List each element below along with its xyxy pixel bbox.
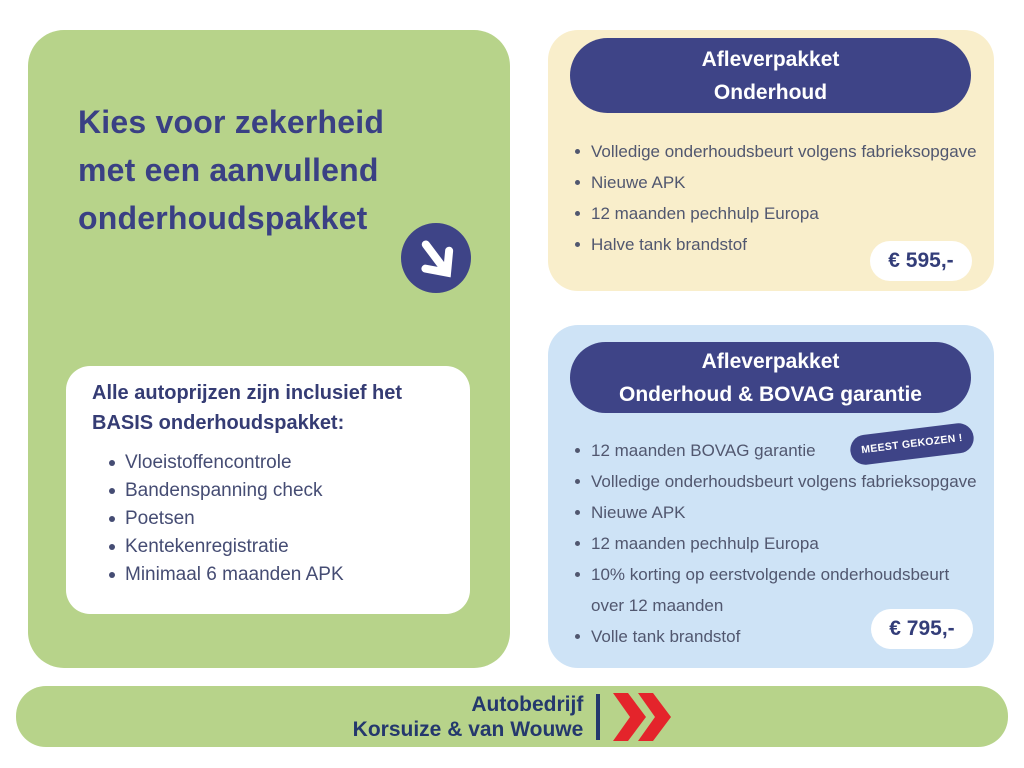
- page-title-line: met een aanvullend: [78, 152, 379, 188]
- package-card-bovag: [548, 325, 994, 668]
- price-badge: € 795,-: [871, 609, 973, 649]
- list-item: Volledige onderhoudsbeurt volgens fabrieksopgave: [575, 136, 982, 167]
- page-title: [78, 98, 384, 242]
- list-item: 12 maanden BOVAG garantie: [575, 435, 982, 466]
- package-title-line: Afleverpakket: [701, 47, 840, 71]
- basis-item-list: [92, 449, 446, 589]
- list-item: Halve tank brandstof: [575, 229, 982, 260]
- logo-divider: [596, 694, 600, 740]
- most-chosen-badge: MEEST GEKOZEN !: [849, 422, 976, 467]
- list-item: Nieuwe APK: [575, 497, 982, 528]
- list-item: Bandenspanning check: [125, 477, 446, 505]
- list-item: Nieuwe APK: [575, 167, 982, 198]
- page-title-line: onderhoudspakket: [78, 200, 368, 236]
- page-title-line: Kies voor zekerheid: [78, 104, 385, 140]
- list-item: Poetsen: [125, 505, 446, 533]
- package-title-line: Afleverpakket: [701, 349, 840, 373]
- basis-package-card: [66, 366, 470, 614]
- package-title-line: Onderhoud: [713, 80, 828, 104]
- double-chevron-icon: [613, 693, 671, 741]
- hero-panel: [28, 30, 510, 668]
- list-item: Volledige onderhoudsbeurt volgens fabrieksopgave: [575, 466, 982, 497]
- package-title-line: Onderhoud & BOVAG garantie: [619, 382, 922, 406]
- price-badge: € 595,-: [870, 241, 972, 281]
- footer-bar: [16, 686, 1008, 747]
- company-name-line: Autobedrijf: [471, 692, 584, 716]
- list-item: Kentekenregistratie: [125, 533, 446, 561]
- list-item: Minimaal 6 maanden APK: [125, 561, 446, 589]
- package-title-bovag: [570, 342, 971, 413]
- package-card-onderhoud: [548, 30, 994, 291]
- company-name-line: Korsuize & van Wouwe: [352, 717, 584, 741]
- list-item: 12 maanden pechhulp Europa: [575, 198, 982, 229]
- basis-card-heading: [92, 378, 446, 438]
- list-item: Volle tank brandstof: [575, 621, 982, 652]
- basis-heading-line: BASIS onderhoudspakket:: [92, 412, 345, 434]
- arrow-down-right-icon: [401, 223, 471, 293]
- list-item: Vloeistoffencontrole: [125, 449, 446, 477]
- package-title-onderhoud: [570, 38, 971, 113]
- list-item: 10% korting op eerstvolgende onderhoudsbeurt over 12 maanden: [575, 559, 982, 621]
- basis-heading-line: Alle autoprijzen zijn inclusief het: [92, 382, 403, 404]
- list-item: 12 maanden pechhulp Europa: [575, 528, 982, 559]
- company-name: [353, 692, 584, 742]
